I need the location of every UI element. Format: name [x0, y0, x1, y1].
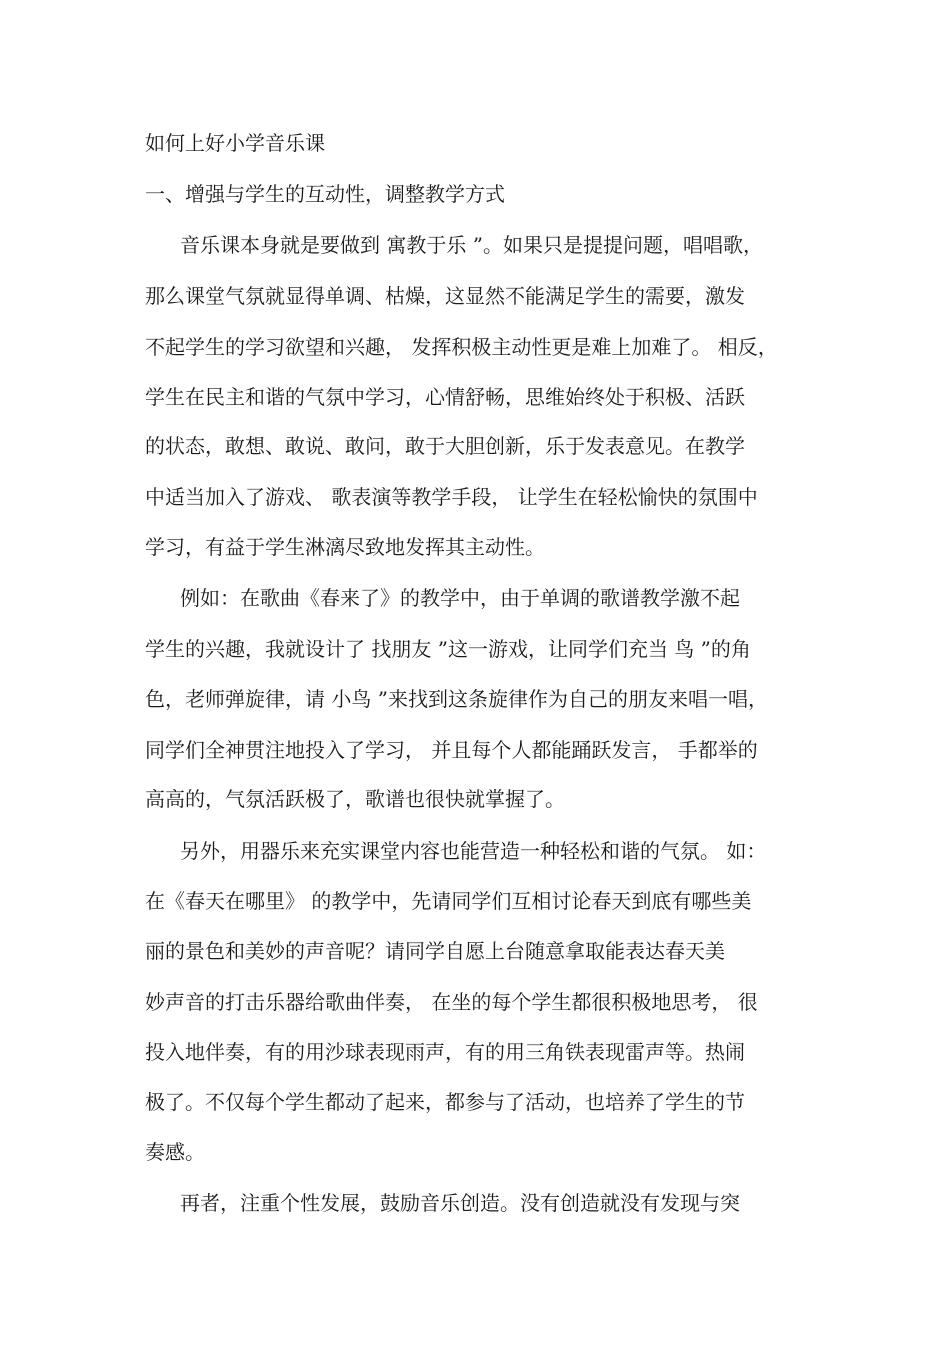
paragraph-line: 极了。不仅每个学生都动了起来，都参与了活动，也培养了学生的节	[145, 1090, 745, 1114]
paragraph-line: 妙声音的打击乐器给歌曲伴奏， 在坐的每个学生都很积极地思考， 很	[145, 990, 758, 1014]
paragraph-line: 另外，用器乐来充实课堂内容也能营造一种轻松和谐的气氛。 如：	[180, 839, 767, 863]
paragraph-line: 例如：在歌曲《春来了》的教学中，由于单调的歌谱教学激不起	[180, 586, 740, 610]
paragraph-line: 不起学生的学习欲望和兴趣， 发挥积极主动性更是难上加难了。 相反，	[145, 335, 778, 359]
paragraph-line: 高高的，气氛活跃极了，歌谱也很快就掌握了。	[145, 787, 565, 811]
paragraph-line: 那么课堂气氛就显得单调、枯燥，这显然不能满足学生的需要，激发	[145, 284, 745, 308]
paragraph-line: 丽的景色和美妙的声音呢？请同学自愿上台随意拿取能表达春天美	[145, 939, 725, 963]
paragraph-line: 同学们全神贯注地投入了学习， 并且每个人都能踊跃发言， 手都举的	[145, 738, 758, 762]
paragraph-line: 音乐课本身就是要做到 寓教于乐 ”。如果只是提提问题，唱唱歌，	[180, 233, 763, 257]
document-title: 如何上好小学音乐课	[145, 131, 325, 155]
paragraph-line: 再者，注重个性发展，鼓励音乐创造。没有创造就没有发现与突	[180, 1191, 740, 1215]
paragraph-line: 中适当加入了游戏、 歌表演等教学手段， 让学生在轻松愉快的氛围中	[145, 485, 758, 509]
paragraph-line: 学习，有益于学生淋漓尽致地发挥其主动性。	[145, 535, 545, 559]
paragraph-line: 的状态，敢想、敢说、敢问，敢于大胆创新，乐于发表意见。在教学	[145, 434, 745, 458]
paragraph-line: 投入地伴奏，有的用沙球表现雨声，有的用三角铁表现雷声等。热闹	[145, 1040, 745, 1064]
paragraph-line: 学生在民主和谐的气氛中学习，心情舒畅，思维始终处于积极、活跃	[145, 385, 745, 409]
paragraph-line: 色，老师弹旋律，请 小鸟 ”来找到这条旋律作为自己的朋友来唱一唱，	[145, 687, 768, 711]
section-heading: 一、增强与学生的互动性，调整教学方式	[145, 182, 505, 206]
paragraph-line: 奏感。	[145, 1140, 205, 1164]
paragraph-line: 在《春天在哪里》 的教学中，先请同学们互相讨论春天到底有哪些美	[145, 889, 752, 913]
paragraph-line: 学生的兴趣，我就设计了 找朋友 ”这一游戏，让同学们充当 鸟 ”的角	[145, 637, 751, 661]
